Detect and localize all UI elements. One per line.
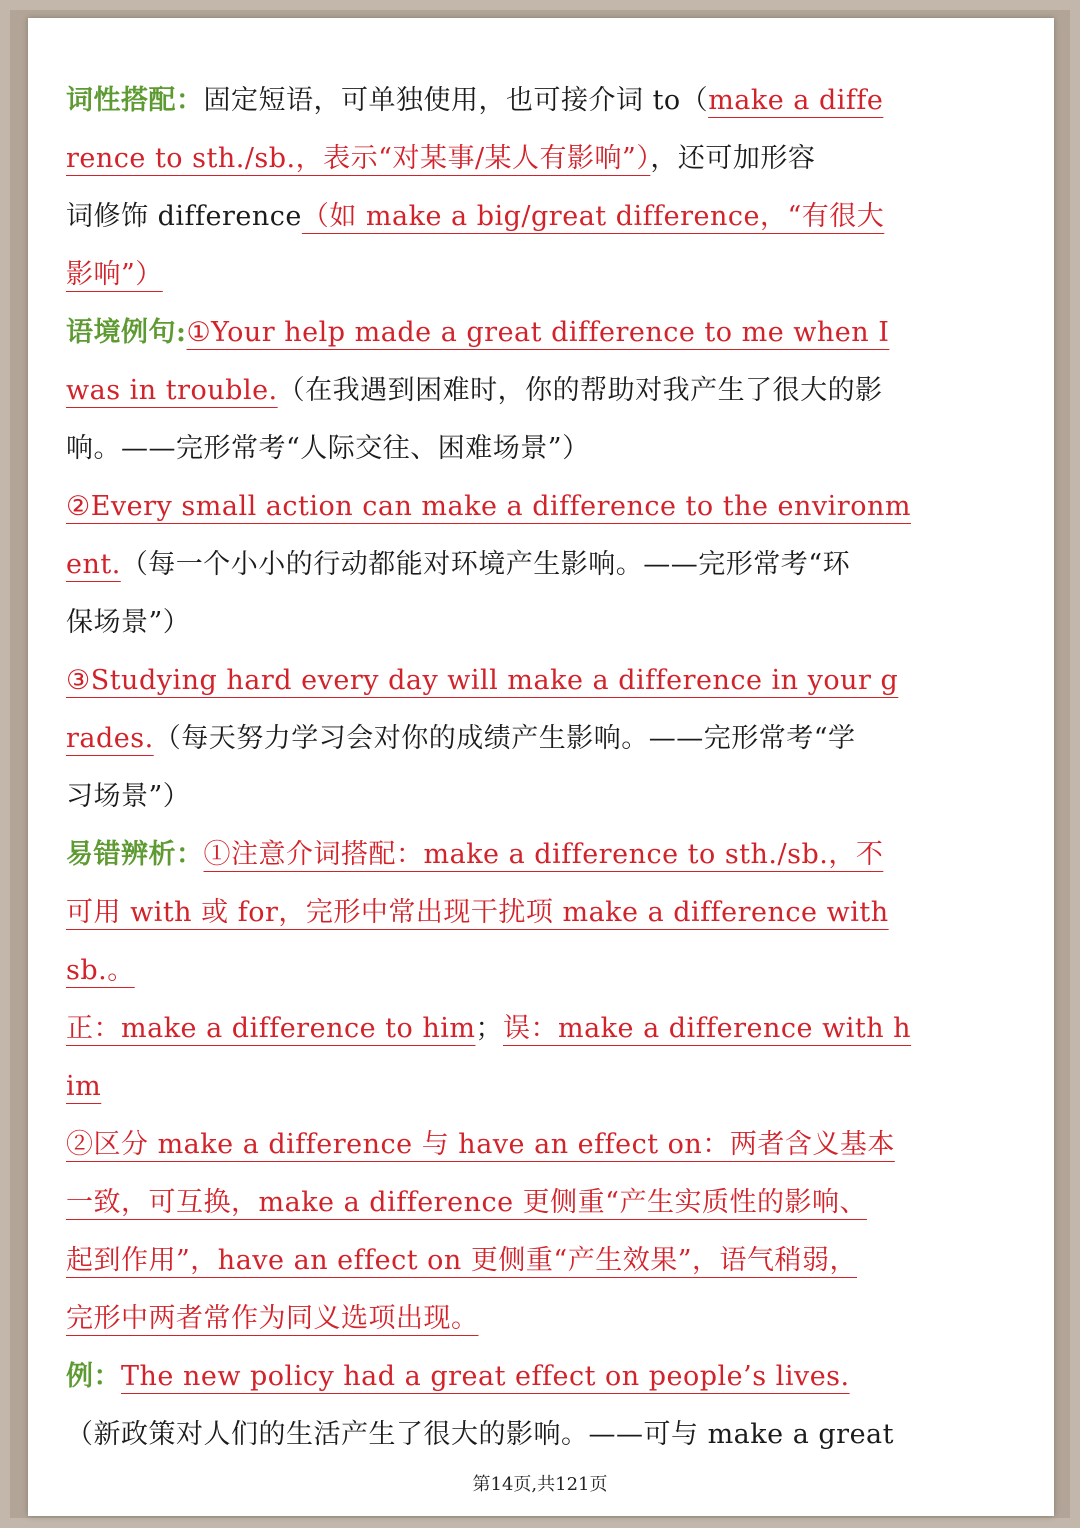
highlighted-text: 影响”） — [66, 259, 163, 290]
highlighted-text: 起到作用”，have an effect on 更侧重“产生效果”，语气稍弱， — [66, 1245, 858, 1276]
highlighted-text: make a diffe — [708, 85, 884, 116]
highlighted-text: 误：make a difference with h — [502, 1013, 912, 1044]
highlighted-text: rence to sth./sb.，表示“对某事/某人有影响”） — [66, 143, 651, 174]
section-label: 语境例句: — [66, 317, 187, 348]
text-line — [66, 1058, 1016, 1116]
text-line — [66, 652, 1016, 710]
highlighted-text: ③Studying hard every day will make a difference in your g — [66, 665, 899, 696]
body-text: 保场景”） — [66, 607, 191, 638]
highlighted-text: ent. — [66, 549, 121, 580]
highlighted-text: 完形中两者常作为同义选项出现。 — [66, 1303, 479, 1334]
body-text: （每天努力学习会对你的成绩产生影响。——完形常考“学 — [153, 723, 856, 754]
text-line — [66, 536, 1016, 594]
highlighted-text: rades. — [66, 723, 154, 754]
section-label: 词性搭配： — [66, 85, 204, 116]
highlighted-text: （如 make a big/great difference，“有很大 — [301, 201, 885, 232]
highlighted-text: 可用 with 或 for，完形中常出现干扰项 make a difference with — [66, 897, 889, 928]
text-line — [66, 1000, 1016, 1058]
highlighted-text: ①注意介词搭配：make a difference to sth./sb.，不 — [203, 839, 884, 870]
document-body — [66, 72, 1016, 1464]
body-text: ； — [475, 1013, 503, 1044]
highlighted-text: was in trouble. — [66, 375, 278, 406]
body-text: 响。——完形常考“人际交往、困难场景”） — [66, 433, 590, 464]
text-line — [66, 188, 1016, 246]
highlighted-text: The new policy had a great effect on people’s lives. — [121, 1361, 850, 1392]
text-line — [66, 1406, 1016, 1464]
highlighted-text: 一致，可互换，make a difference 更侧重“产生实质性的影响、 — [66, 1187, 867, 1218]
text-line — [66, 884, 1016, 942]
highlighted-text: ②区分 make a difference 与 have an effect on：两者含义基本 — [66, 1129, 895, 1160]
text-line — [66, 768, 1016, 826]
body-text: 固定短语，可单独使用，也可接介词 to（ — [203, 85, 709, 116]
text-line — [66, 1232, 1016, 1290]
section-label: 例： — [66, 1361, 121, 1392]
text-line — [66, 478, 1016, 536]
text-line — [66, 304, 1016, 362]
text-line — [66, 594, 1016, 652]
text-line — [66, 942, 1016, 1000]
page-footer: 第14页,共121页 — [472, 1474, 608, 1495]
body-text: ，还可加形容 — [650, 143, 816, 174]
body-text: （在我遇到困难时，你的帮助对我产生了很大的影 — [277, 375, 883, 406]
body-text: （新政策对人们的生活产生了很大的影响。——可与 make a great — [66, 1419, 894, 1450]
text-line — [66, 1290, 1016, 1348]
text-line — [66, 710, 1016, 768]
text-line — [66, 826, 1016, 884]
text-line — [66, 246, 1016, 304]
highlighted-text: im — [66, 1071, 102, 1102]
text-line — [66, 130, 1016, 188]
highlighted-text: ②Every small action can make a difference to the environm — [66, 491, 911, 522]
highlighted-text: 正：make a difference to him — [66, 1013, 476, 1044]
body-text: 词修饰 difference — [66, 201, 302, 232]
text-line — [66, 72, 1016, 130]
text-line — [66, 1116, 1016, 1174]
highlighted-text: sb.。 — [66, 955, 135, 986]
body-text: （每一个小小的行动都能对环境产生影响。——完形常考“环 — [120, 549, 851, 580]
text-line — [66, 1348, 1016, 1406]
text-line — [66, 420, 1016, 478]
highlighted-text: ①Your help made a great difference to me when I — [186, 317, 890, 348]
body-text: 习场景”） — [66, 781, 191, 812]
text-line — [66, 362, 1016, 420]
text-line — [66, 1174, 1016, 1232]
section-label: 易错辨析： — [66, 839, 204, 870]
